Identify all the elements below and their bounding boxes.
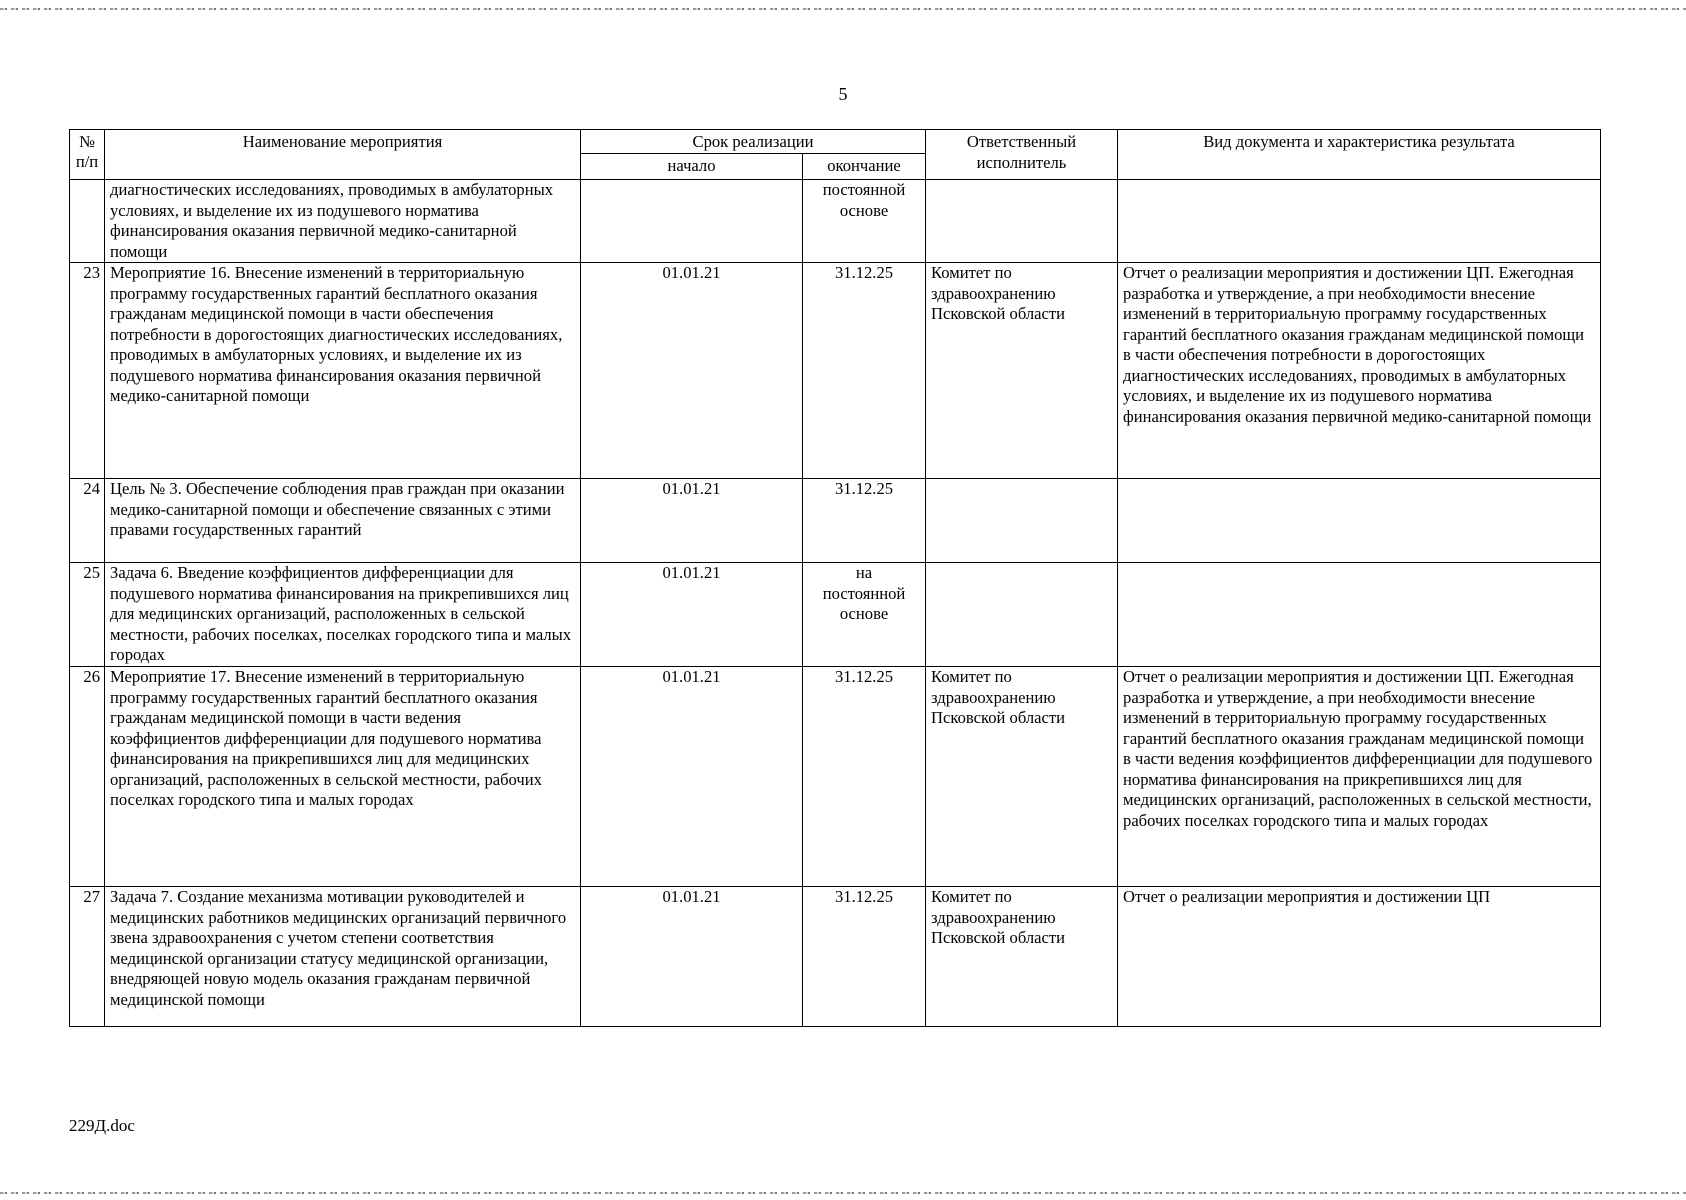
table-row: [70, 563, 1601, 667]
row-start-cell: 01.01.21: [581, 563, 803, 667]
row-num-cell: 27: [70, 887, 105, 1027]
row-start-cell: 01.01.21: [581, 263, 803, 479]
scan-edge-bottom: [0, 1192, 1686, 1194]
row-result-cell: Отчет о реализации мероприятия и достижении ЦП. Ежегодная разработка и утверждение, а при необходимости внесение изменений в территориальную программу государственных гарантий бесплатного оказания гражданам медицинской помощи в части ведения коэффициентов дифференциации для подушевого норматива финансирования на прикрепившихся лиц для медицинских организаций, расположенных в сельской местности, рабочих поселках городского типа и малых городах: [1118, 667, 1601, 887]
table-row: [70, 180, 1601, 263]
row-name-cell: Мероприятие 16. Внесение изменений в территориальную программу государственных гарантий бесплатного оказания гражданам медицинской помощи в части обеспечения потребности в дорогостоящих диагностических исследованиях, проводимых в амбулаторных условиях, и выделение их из подушевого норматива финансирования оказания первичной медико-санитарной помощи: [105, 263, 581, 479]
row-num-cell: 24: [70, 479, 105, 563]
row-responsible-cell: [926, 479, 1118, 563]
row-num-cell: 23: [70, 263, 105, 479]
row-name-cell: Мероприятие 17. Внесение изменений в территориальную программу государственных гарантий бесплатного оказания гражданам медицинской помощи в части ведения коэффициентов дифференциации для подушевого норматива финансирования на прикрепившихся лиц для медицинских организаций, расположенных в сельской местности, рабочих поселках городского типа и малых городах: [105, 667, 581, 887]
footer-file-code: 229Д.doc: [69, 1116, 135, 1135]
header-num: № п/п: [70, 130, 105, 180]
header-responsible: Ответственный исполнитель: [926, 130, 1118, 180]
row-result-cell: Отчет о реализации мероприятия и достижении ЦП: [1118, 887, 1601, 1027]
scan-edge-top: [0, 8, 1686, 10]
row-responsible-cell: [926, 563, 1118, 667]
table-row: [70, 263, 1601, 479]
table-row: [70, 479, 1601, 563]
table-row: [70, 667, 1601, 887]
row-name-cell: Задача 6. Введение коэффициентов дифференциации для подушевого норматива финансирования на прикрепившихся лиц для медицинских организаций, расположенных в сельской местности, рабочих поселках, поселках городского типа и малых городах: [105, 563, 581, 667]
row-name-cell: Цель № 3. Обеспечение соблюдения прав граждан при оказании медико-санитарной помощи и обеспечение связанных с этими правами государственных гарантий: [105, 479, 581, 563]
row-responsible-cell: Комитет по здравоохранению Псковской области: [926, 887, 1118, 1027]
header-name: Наименование мероприятия: [105, 130, 581, 180]
table-row: [70, 887, 1601, 1027]
row-name-cell: Задача 7. Создание механизма мотивации руководителей и медицинских работников медицинских организаций первичного звена здравоохранения с учетом степени соответствия медицинской организации статусу медицинской организации, внедряющей новую модель оказания гражданам первичной медицинской помощи: [105, 887, 581, 1027]
row-end-cell: 31.12.25: [803, 479, 926, 563]
row-start-cell: [581, 180, 803, 263]
row-end-cell: на постоянной основе: [803, 563, 926, 667]
header-start: начало: [581, 154, 803, 180]
row-name-cell: диагностических исследованиях, проводимых в амбулаторных условиях, и выделение их из подушевого норматива финансирования оказания первичной медико-санитарной помощи: [105, 180, 581, 263]
row-num-cell: 26: [70, 667, 105, 887]
row-result-cell: [1118, 563, 1601, 667]
row-responsible-cell: Комитет по здравоохранению Псковской области: [926, 667, 1118, 887]
row-num-cell: 25: [70, 563, 105, 667]
row-responsible-cell: Комитет по здравоохранению Псковской области: [926, 263, 1118, 479]
measures-table: [69, 129, 1601, 1027]
row-num-cell: [70, 180, 105, 263]
row-end-cell: постоянной основе: [803, 180, 926, 263]
page-number: 5: [838, 84, 848, 104]
header-end: окончание: [803, 154, 926, 180]
row-responsible-cell: [926, 180, 1118, 263]
table-header-row: [70, 130, 1601, 154]
row-start-cell: 01.01.21: [581, 667, 803, 887]
row-start-cell: 01.01.21: [581, 887, 803, 1027]
header-period: Срок реализации: [581, 130, 926, 154]
row-end-cell: 31.12.25: [803, 263, 926, 479]
row-end-cell: 31.12.25: [803, 887, 926, 1027]
row-result-cell: [1118, 479, 1601, 563]
row-end-cell: 31.12.25: [803, 667, 926, 887]
header-result: Вид документа и характеристика результата: [1118, 130, 1601, 180]
row-start-cell: 01.01.21: [581, 479, 803, 563]
row-result-cell: [1118, 180, 1601, 263]
row-result-cell: Отчет о реализации мероприятия и достижении ЦП. Ежегодная разработка и утверждение, а при необходимости внесение изменений в территориальную программу государственных гарантий бесплатного оказания гражданам медицинской помощи в части обеспечения потребности в дорогостоящих диагностических исследованиях, проводимых в амбулаторных условиях, и выделение их из подушевого норматива финансирования оказания первичной медико-санитарной помощи: [1118, 263, 1601, 479]
